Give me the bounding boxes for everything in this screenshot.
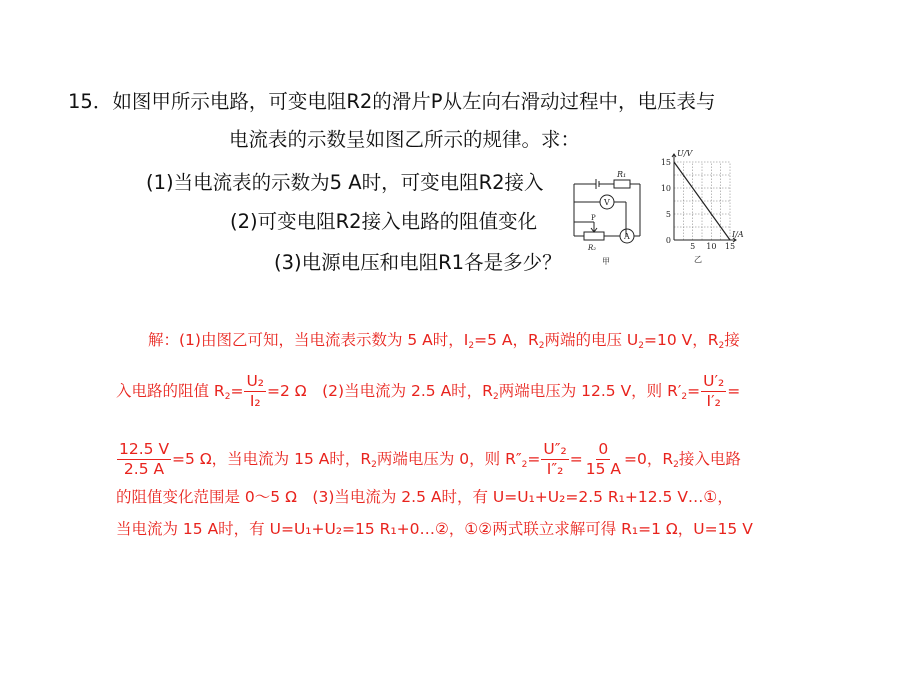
fraction-u2-over-i2: $\frac{\text{U₂}}{\text{I₂}}$ [246, 372, 264, 410]
x-tick-label: 10 [706, 242, 717, 251]
ammeter-label: A [624, 232, 630, 241]
y-tick-label: 0 [665, 236, 671, 245]
u-i-graph [654, 146, 742, 266]
question-part-2: (2)可变电阻R2接入电路的阻值变化 [230, 210, 538, 233]
voltmeter-label: V [604, 198, 610, 207]
slider-p-label: P [591, 214, 596, 222]
fraction-u2p-over-i2p: $\frac{\text{U′₂}}{\text{I′₂}}$ [703, 372, 725, 410]
y-tick-label: 15 [660, 158, 671, 167]
r2-label: R₂ [588, 244, 597, 252]
figure-jia-caption: 甲 [602, 257, 610, 266]
x-tick-label: 5 [690, 242, 696, 251]
resistor-r1 [614, 180, 630, 188]
x-axis-label: I/A [732, 230, 744, 239]
r1-label: R₁ [617, 170, 627, 179]
resistor-r2 [584, 232, 604, 240]
question-part-1: (1)当电流表的示数为5 A时，可变电阻R2接入 [146, 171, 544, 194]
figure-yi-caption: 乙 [694, 255, 702, 264]
question-part-3: (3)电源电压和电阻R1各是多少？ [274, 251, 562, 274]
answer-line-1: 解：(1)由图乙可知，当电流表示数为 5 A时，$I_2=5$ A，$R_2$两端的电压 $U_2=10$ V，$R_2$接 [148, 331, 740, 351]
fraction-u2pp-over-i2pp: $\frac{\text{U″₂}}{\text{I″₂}}$ [543, 440, 567, 478]
fraction-12-5v-over-2-5a: $\frac{12.5 V}{2.5 A}$ [119, 440, 170, 478]
question-line-2: 电流表的示数呈如图乙所示的规律。求： [229, 128, 581, 151]
answer-line-5: 当电流为 15 A时，有 U=U₁+U₂=15 R₁+0…②，①②两式联立求解可得 R₁=1 Ω，U=15 V [116, 520, 753, 538]
fraction-0-over-15a: $\frac{0}{15 A}$ [585, 440, 621, 478]
y-tick-label: 5 [665, 210, 671, 219]
y-tick-label: 10 [660, 184, 671, 193]
x-tick-label: 15 [724, 242, 736, 251]
answer-line-2: 入电路的阻值 $R_2=$ $\frac{\text{U₂}}{\text{I₂}}$ =2 Ω (2)当电流为 2.5 A时，$R_2$两端电压为 12.5 V，则 $R'_2=$ $\frac{\text{U′₂}}{\text{I′₂}}$ = [116, 372, 741, 410]
answer-line-3: $\frac{12.5 V}{2.5 A}$ =5 Ω，当电流为 15 A时，$R_2$两端电压为 0，则 $R''_2=$ $\frac{\text{U″₂}}{\text{I″₂}}$ = $\frac{0}{15 A}$ =0，$R_2$接入电路 [119, 440, 741, 478]
answer-line-4: 的阻值变化范围是 0～5 Ω (3)当电流为 2.5 A时，有 U=U₁+U₂=2.5 R₁+12.5 V…①， [116, 488, 733, 506]
circuit-diagram [566, 164, 658, 268]
question-line-1: 15．如图甲所示电路，可变电阻R2的滑片P从左向右滑动过程中，电压表与 [68, 90, 716, 113]
y-axis-label: U/V [677, 149, 693, 158]
